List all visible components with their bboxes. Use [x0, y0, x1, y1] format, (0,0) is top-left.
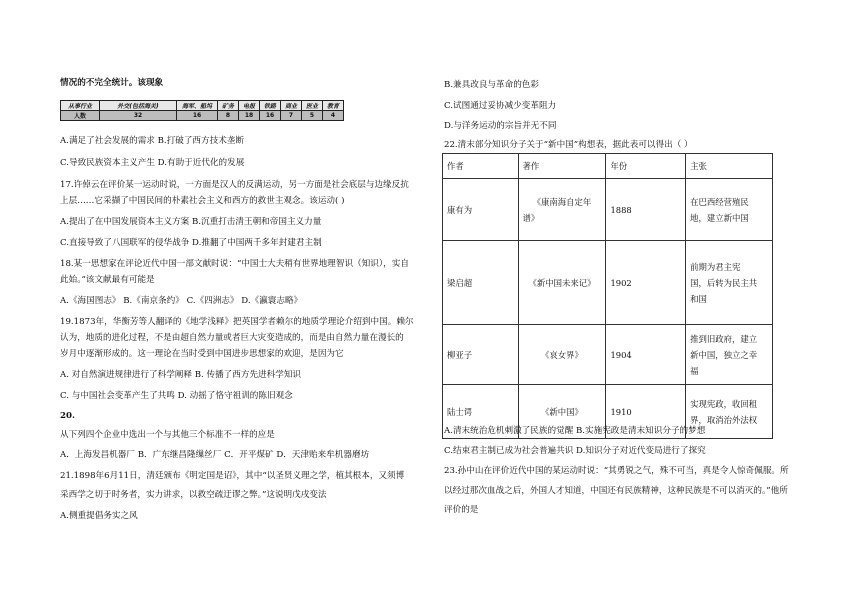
- q23-stem-line3: 评价的是: [444, 505, 479, 515]
- header-cell: 矿务: [218, 101, 239, 111]
- q22-options-ab: A.清末统治危机刺激了民族的觉醒 B.实施宪政是清末知识分子的梦想: [444, 426, 706, 436]
- intro-text: 情况的不完全统计。该现象: [60, 78, 164, 88]
- header-cell: 商业: [281, 101, 302, 111]
- header-work: 著作: [518, 154, 606, 179]
- work-cell: 《新中国》: [518, 385, 606, 439]
- value-cell: 16: [260, 111, 281, 121]
- header-cell: 海军、船坞: [177, 101, 218, 111]
- q19-options-ab: A. 对自然演进规律进行了科学阐释 B. 传播了西方先进科学知识: [60, 370, 302, 380]
- employment-table-row: [61, 111, 344, 121]
- q21-stem-line2: 采西学之切于时务者，实力讲求，以救空疏迂谬之弊。”这说明戊戌变法: [60, 490, 327, 500]
- new-china-table: [442, 153, 773, 439]
- year-cell: 1888: [606, 179, 686, 241]
- work-line: 《康南海自定年: [532, 196, 592, 207]
- q17-options-ab: A.提出了在中国发展资本主义方案 B.沉重打击清王朝和帝国主义力量: [60, 217, 322, 227]
- q19-stem-line3: 岁月中逐渐形成的。这一理论在当时受到中国进步思想家的欢迎，是因为它: [60, 349, 344, 359]
- q23-stem-line1: 23.孙中山在评价近代中国的某运动时说：“其勇锐之气，殊不可当，真是令人惊奇佩服。所: [444, 466, 789, 476]
- work-cell: 《新中国未来记》: [518, 241, 606, 325]
- author-cell: 康有为: [443, 179, 519, 241]
- q20-number: 20.: [60, 411, 75, 421]
- header-cell: 医业: [302, 101, 323, 111]
- claim-line: 前期为君主宪: [690, 261, 741, 272]
- value-cell: 4: [323, 111, 344, 121]
- value-cell: 18: [239, 111, 260, 121]
- q18-options: A.《海国图志》 B.《南京条约》 C.《四洲志》 D.《瀛寰志略》: [60, 296, 303, 306]
- table-row: [443, 179, 773, 241]
- claim-cell: [686, 241, 773, 325]
- employment-table: [60, 100, 344, 121]
- q19-stem-line2: 认为，地质的进化过程，不是由超自然力量或者巨大灾变造成的，而是由自然力量在漫长的: [60, 333, 404, 343]
- claim-line: 在巴西经营殖民: [690, 196, 749, 207]
- table-row: [443, 325, 773, 385]
- work-line: 谱》: [522, 212, 540, 223]
- claim-line: 实现宪政，收回租: [690, 398, 758, 409]
- claim-line: 界，取消治外法权: [690, 414, 758, 425]
- q21-stem-line1: 21.1898年6月11日，清廷颁布《明定国是诏》，其中“以圣贤义理之学，植其根本，又须博: [60, 471, 405, 481]
- claim-line: 地，建立新中国: [690, 212, 749, 223]
- claim-line: 和国: [690, 293, 707, 304]
- q17-stem-line1: 17.许倬云在评价某一运动时说，一方面是汉人的反满运动，另一方面是社会底层与边缘反抗: [60, 180, 409, 190]
- q21-option-a: A.侧重提倡务实之风: [60, 511, 138, 521]
- q21-option-c: C.试图通过妥协减少变革阻力: [444, 101, 557, 111]
- value-cell: 16: [177, 111, 218, 121]
- header-cell: 电报: [239, 101, 260, 111]
- q18-stem-line1: 18.某一思想家在评论近代中国一部文献时说：“中国士大夫稍有世界地理智识（知识），实自: [60, 259, 409, 269]
- value-cell: 7: [281, 111, 302, 121]
- header-cell: 教育: [323, 101, 344, 111]
- table-row: [443, 241, 773, 325]
- employment-table-header: [61, 101, 344, 111]
- q20-stem: 从下列四个企业中选出一个与其他三个标准不一样的应是: [60, 430, 275, 440]
- header-author: 作者: [443, 154, 519, 179]
- author-cell: 陆士谔: [443, 385, 519, 439]
- header-cell: 从事行业: [61, 101, 100, 111]
- table-header-row: [443, 154, 773, 179]
- claim-line: 国，后转为民主共: [690, 277, 758, 288]
- claim-line: 推到旧政府，建立: [690, 333, 758, 344]
- claim-cell: [686, 325, 773, 385]
- work-cell: 《哀女界》: [518, 325, 606, 385]
- q22-options-cd: C.结束君主制已成为社会普遍共识 D.知识分子对近代变局进行了探究: [444, 446, 706, 456]
- year-cell: 1904: [606, 325, 686, 385]
- claim-line: 福: [690, 365, 699, 376]
- q17-stem-line2: 上层……它采撷了中国民间的朴素社会主义和西方的救世主观念。该运动( ): [60, 196, 345, 206]
- header-cell: 铁路: [260, 101, 281, 111]
- q20-options: A．上海发昌机器厂 B．广东继昌隆缫丝厂 C．开平煤矿 D．天津贻来牟机器磨坊: [60, 450, 370, 460]
- q19-stem-line1: 19.1873年，华衡芳等人翻译的《地学浅释》把英国学者赖尔的地质学理论介绍到中国。赖尔: [60, 317, 414, 327]
- year-cell: 1902: [606, 241, 686, 325]
- work-cell: [518, 179, 606, 241]
- claim-cell: [686, 179, 773, 241]
- author-cell: 梁启超: [443, 241, 519, 325]
- header-cell: 外交(包括海关): [100, 101, 177, 111]
- q23-stem-line2: 以经过那次血战之后，外国人才知道，中国还有民族精神，这种民族是不可以消灭的。”他所: [444, 486, 788, 496]
- value-cell: 5: [302, 111, 323, 121]
- claim-line: 新中国，独立之幸: [690, 349, 758, 360]
- q16-options-cd: C.导致民族资本主义产生 D.有助于近代化的发展: [60, 158, 245, 168]
- q19-options-cd: C. 与中国社会变革产生了共鸣 D. 动摇了恪守祖训的陈旧观念: [60, 391, 293, 401]
- value-cell: 32: [100, 111, 177, 121]
- author-cell: 柳亚子: [443, 325, 519, 385]
- q18-stem-line2: 此始。”该文献最有可能是: [60, 275, 155, 285]
- q16-options-ab: A.满足了社会发展的需求 B.打破了西方技术垄断: [60, 136, 244, 146]
- q17-options-cd: C.直接导致了八国联军的侵华战争 D.推翻了中国两千多年封建君主制: [60, 238, 322, 248]
- year-cell: 1910: [606, 385, 686, 439]
- header-year: 年份: [606, 154, 686, 179]
- row-label: 人数: [61, 111, 100, 121]
- q22-stem: 22.清末部分知识分子关于“新中国”构想表，据此表可以得出（ ）: [444, 140, 693, 150]
- q21-option-d: D.与洋务运动的宗旨并无不同: [444, 121, 557, 131]
- header-claim: 主张: [686, 154, 773, 179]
- value-cell: 8: [218, 111, 239, 121]
- q21-option-b: B.兼具改良与革命的色彩: [444, 80, 539, 90]
